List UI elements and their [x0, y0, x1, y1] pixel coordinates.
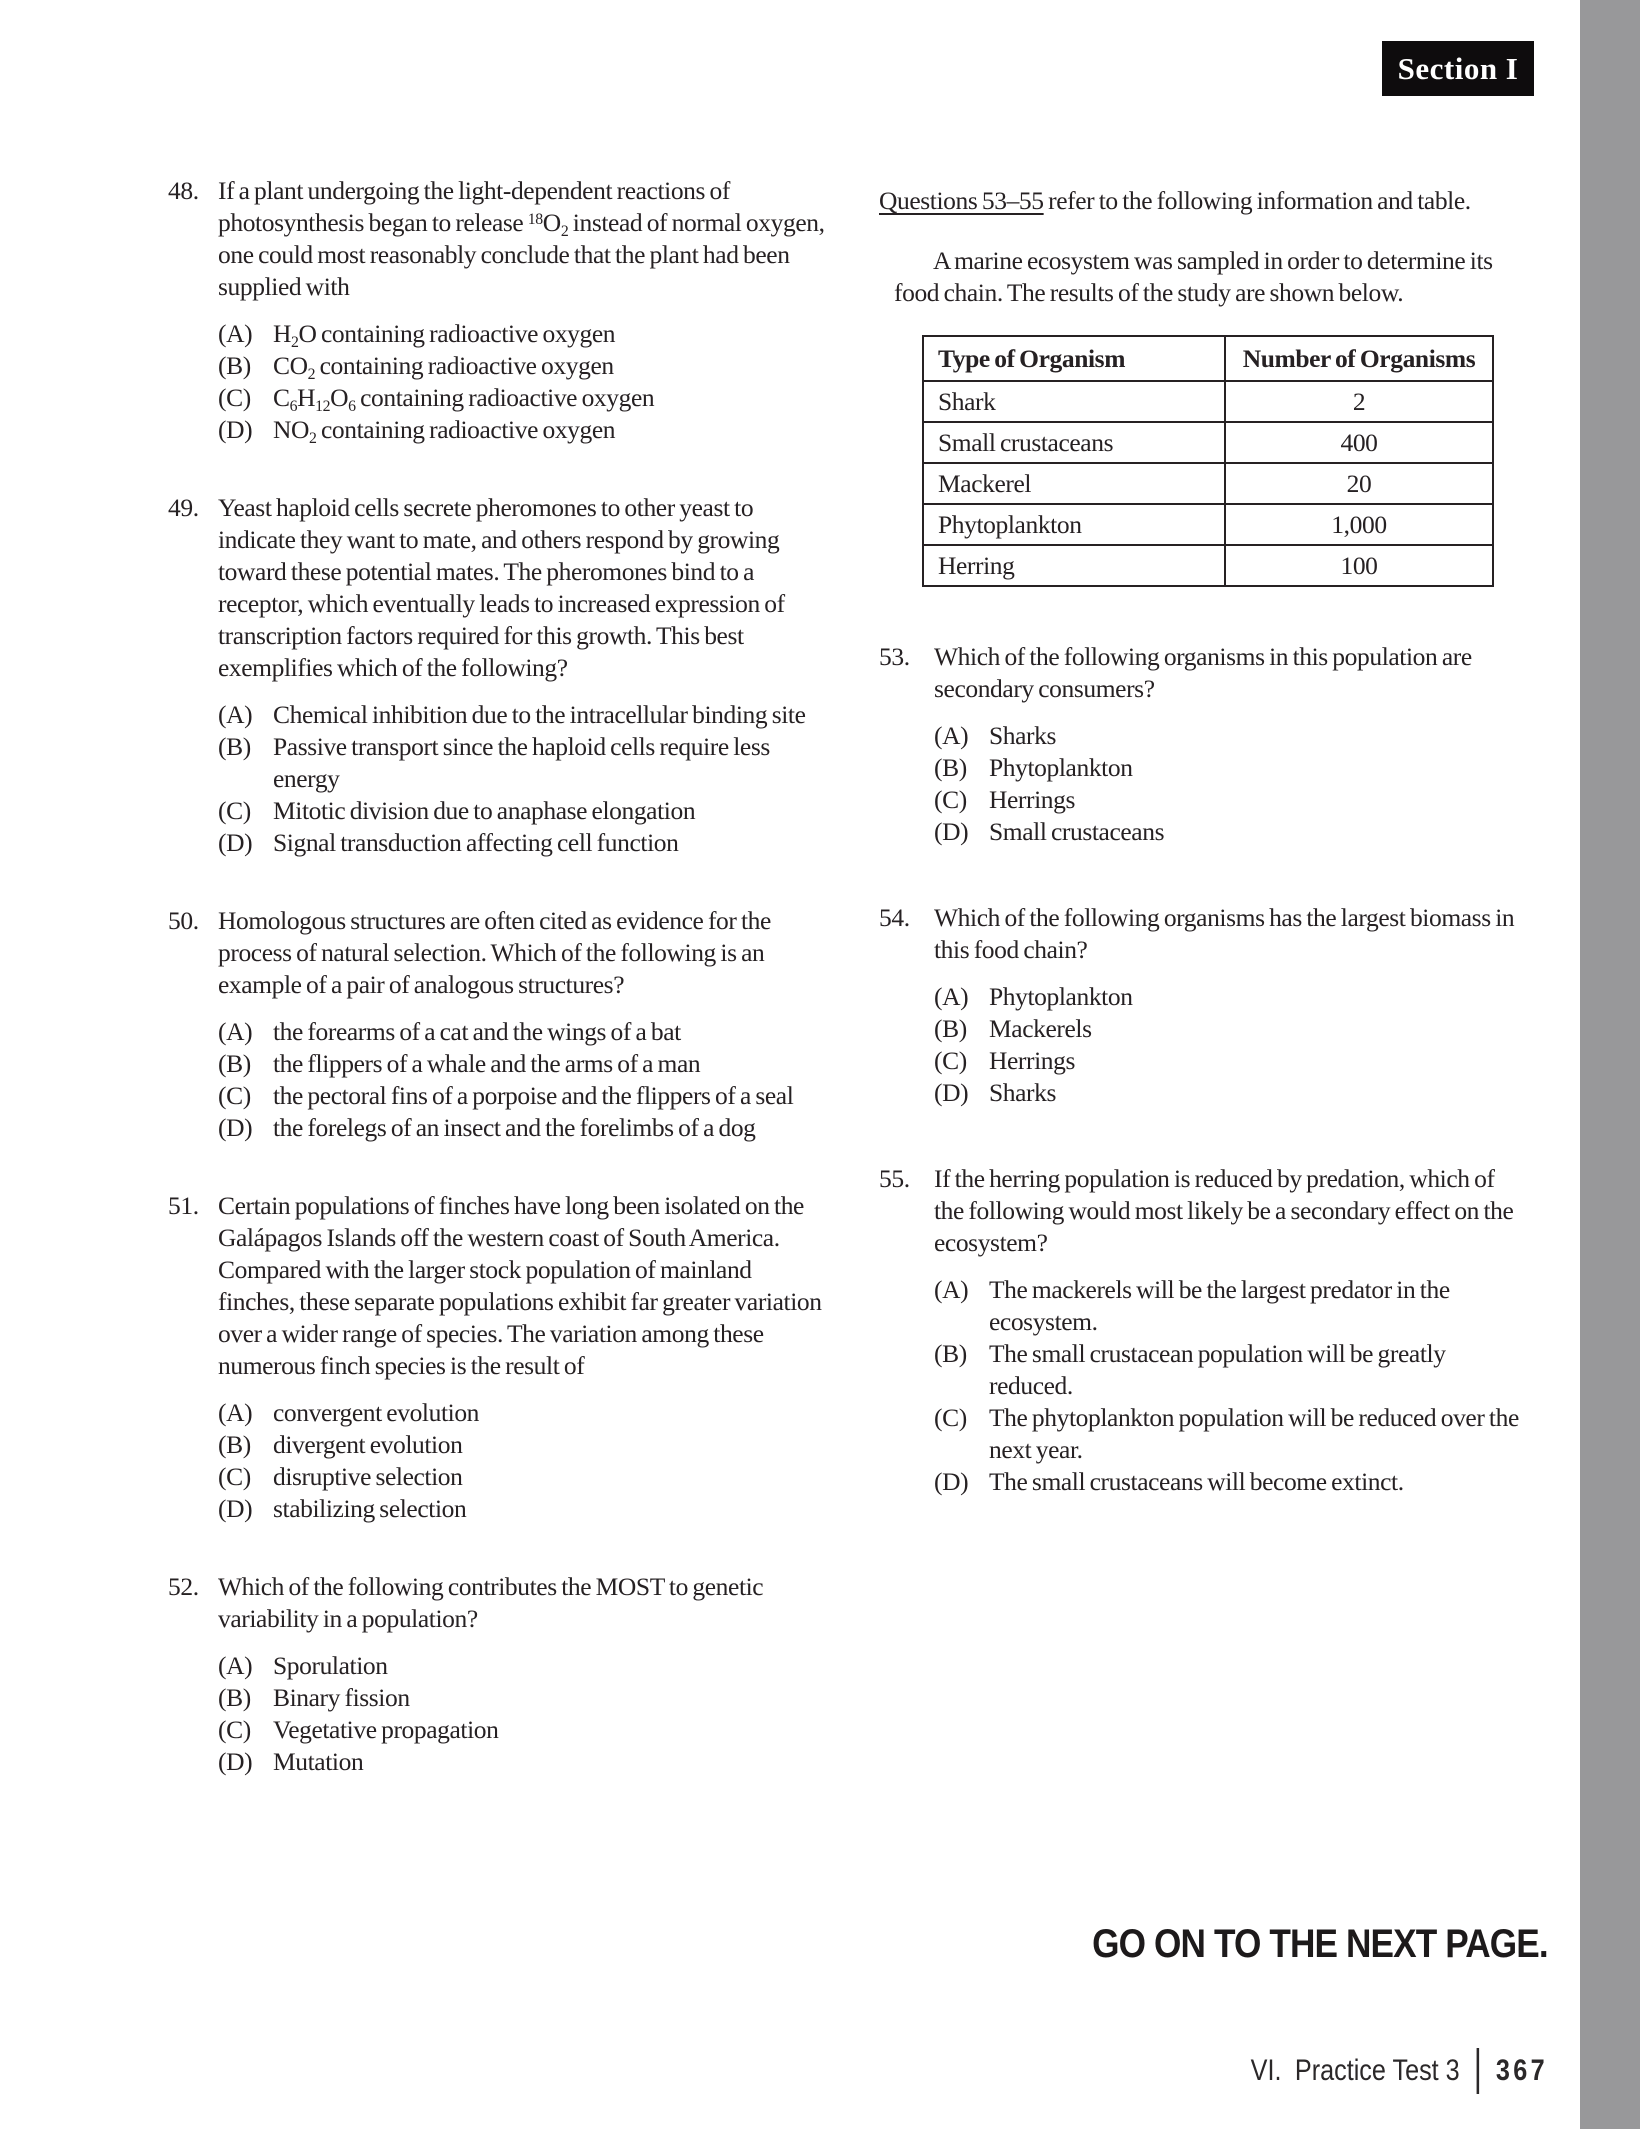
question-body [218, 905, 830, 1144]
table-header-row [923, 336, 1493, 381]
count-cell: 2 [1225, 381, 1493, 422]
answer-options [218, 1397, 830, 1525]
answer-option [218, 699, 830, 731]
question-body [934, 902, 1524, 1109]
organism-cell: Shark [923, 381, 1225, 422]
option-text: Phytoplankton [989, 753, 1133, 782]
question-number: 53. [879, 642, 910, 671]
answer-options [934, 1274, 1524, 1498]
option-text: The phytoplankton population will be reduced over the next year. [989, 1403, 1519, 1464]
answer-option [934, 1466, 1524, 1498]
question-55 [879, 1163, 1539, 1498]
option-text: Mackerels [989, 1014, 1092, 1043]
option-letter: (C) [218, 1462, 251, 1491]
intro-rest-text: refer to the following information and table. [1043, 186, 1471, 215]
answer-option [934, 784, 1524, 816]
option-text: stabilizing selection [273, 1494, 467, 1523]
question-53 [879, 641, 1539, 848]
answer-option [218, 1650, 830, 1682]
answer-option [218, 1493, 830, 1525]
page-number: 367 [1495, 2054, 1548, 2087]
option-letter: (C) [218, 1081, 251, 1110]
option-letter: (D) [218, 1747, 253, 1776]
option-text: Phytoplankton [989, 982, 1133, 1011]
option-text: Passive transport since the haploid cells require less energy [273, 732, 770, 793]
answer-option [218, 414, 830, 446]
question-number: 55. [879, 1164, 910, 1193]
organism-cell: Phytoplankton [923, 504, 1225, 545]
count-cell: 1,000 [1225, 504, 1493, 545]
option-letter: (B) [218, 351, 251, 380]
table-row [923, 381, 1493, 422]
option-text: Sharks [989, 721, 1057, 750]
option-text: divergent evolution [273, 1430, 463, 1459]
answer-option [218, 350, 830, 382]
footer-divider [1477, 2048, 1480, 2094]
organism-table [922, 335, 1494, 587]
answer-option [934, 1338, 1524, 1402]
count-cell: 400 [1225, 422, 1493, 463]
option-letter: (B) [218, 1430, 251, 1459]
option-letter: (A) [218, 700, 253, 729]
answer-option [218, 382, 830, 414]
question-body [218, 492, 830, 859]
option-letter: (C) [218, 796, 251, 825]
question-body [218, 1190, 830, 1525]
option-letter: (C) [218, 383, 251, 412]
question-number: 49. [168, 493, 199, 522]
question-body [218, 175, 830, 446]
option-letter: (A) [218, 319, 253, 348]
answer-option [218, 1080, 830, 1112]
question-51 [168, 1190, 836, 1525]
question-text: Homologous structures are often cited as evidence for the process of natural selection. Which of the following is an example of a pair of analogous structures? [218, 906, 771, 999]
organism-cell: Mackerel [923, 463, 1225, 504]
count-cell: 20 [1225, 463, 1493, 504]
left-column [168, 175, 836, 1778]
question-text: Which of the following contributes the MOST to genetic variability in a population? [218, 1572, 764, 1633]
option-text: Sharks [989, 1078, 1057, 1107]
question-49 [168, 492, 836, 859]
column-header-type: Type of Organism [923, 336, 1225, 381]
question-54 [879, 902, 1539, 1109]
question-number: 54. [879, 903, 910, 932]
option-letter: (D) [218, 1494, 253, 1523]
option-text: The small crustaceans will become extinct. [989, 1467, 1404, 1496]
answer-options [218, 1650, 830, 1778]
option-text: Vegetative propagation [273, 1715, 499, 1744]
option-letter: (D) [218, 1113, 253, 1142]
page-edge-bar [1580, 0, 1640, 2129]
question-body [934, 1163, 1524, 1498]
option-text: disruptive selection [273, 1462, 463, 1491]
question-number: 48. [168, 176, 199, 205]
table-row [923, 504, 1493, 545]
option-letter: (C) [218, 1715, 251, 1744]
answer-option [218, 318, 830, 350]
option-letter: (D) [218, 828, 253, 857]
answer-option [218, 1397, 830, 1429]
answer-options [934, 981, 1524, 1109]
count-cell: 100 [1225, 545, 1493, 586]
option-text: convergent evolution [273, 1398, 480, 1427]
answer-options [218, 318, 830, 446]
answer-options [218, 699, 830, 859]
answer-option [934, 1077, 1524, 1109]
option-text: Herrings [989, 785, 1076, 814]
answer-option [218, 1461, 830, 1493]
option-letter: (C) [934, 1046, 967, 1075]
right-column [879, 185, 1539, 1498]
footer-book-title: Practice Test 3 [1294, 2054, 1460, 2087]
organism-cell: Herring [923, 545, 1225, 586]
option-letter: (C) [934, 785, 967, 814]
column-header-number: Number of Organisms [1225, 336, 1493, 381]
table-row [923, 545, 1493, 586]
question-body [934, 641, 1524, 848]
table-row [923, 463, 1493, 504]
option-text: Chemical inhibition due to the intracellular binding site [273, 700, 806, 729]
question-52 [168, 1571, 836, 1778]
option-letter: (A) [934, 1275, 969, 1304]
option-text: The small crustacean population will be greatly reduced. [989, 1339, 1446, 1400]
answer-option [934, 752, 1524, 784]
option-text: the flippers of a whale and the arms of a man [273, 1049, 701, 1078]
option-letter: (D) [934, 1467, 969, 1496]
answer-options [934, 720, 1524, 848]
answer-option [218, 1016, 830, 1048]
option-letter: (D) [218, 415, 253, 444]
question-50 [168, 905, 836, 1144]
option-letter: (A) [934, 721, 969, 750]
option-text: The mackerels will be the largest predator in the ecosystem. [989, 1275, 1450, 1336]
answer-option [934, 720, 1524, 752]
question-text: If the herring population is reduced by predation, which of the following would most likely be a secondary effect on the ecosystem? [934, 1164, 1514, 1257]
option-text: Signal transduction affecting cell function [273, 828, 679, 857]
option-text: $CO_2$ containing radioactive oxygen [273, 351, 614, 384]
option-letter: (B) [934, 1339, 967, 1368]
option-text: Sporulation [273, 1651, 388, 1680]
page-footer [1251, 2048, 1548, 2094]
answer-option [218, 1682, 830, 1714]
question-number: 50. [168, 906, 199, 935]
option-text: Mitotic division due to anaphase elongation [273, 796, 696, 825]
question-text: If a plant undergoing the light-dependent reactions of photosynthesis began to release $^{18}O_2$ instead of normal oxygen, one could most reasonably conclude that the plant had been supplied with [218, 176, 825, 301]
answer-options [218, 1016, 830, 1144]
question-text: Which of the following organisms in this population are secondary consumers? [934, 642, 1472, 703]
answer-option [218, 795, 830, 827]
question-number: 51. [168, 1191, 199, 1220]
section-badge: Section I [1382, 41, 1534, 96]
answer-option [218, 1429, 830, 1461]
option-text: the forearms of a cat and the wings of a bat [273, 1017, 681, 1046]
question-text: Certain populations of finches have long been isolated on the Galápagos Islands off the western coast of South America. Compared with the larger stock population of mainland finches, these separate populations exhibit far greater variation over a wider range of species. The variation among these numerous finch species is the result of [218, 1191, 822, 1380]
answer-option [934, 981, 1524, 1013]
answer-option [934, 1402, 1524, 1466]
option-letter: (B) [934, 753, 967, 782]
right-questions [879, 641, 1539, 1498]
answer-option [218, 827, 830, 859]
question-text: Yeast haploid cells secrete pheromones to other yeast to indicate they want to mate, and others respond by growing toward these potential mates. The pheromones bind to a receptor, which eventually leads to increased expression of transcription factors required for this growth. This best exemplifies which of the following? [218, 493, 785, 682]
option-letter: (B) [218, 1683, 251, 1712]
answer-option [934, 1274, 1524, 1338]
answer-option [218, 1048, 830, 1080]
question-text: Which of the following organisms has the largest biomass in this food chain? [934, 903, 1515, 964]
table-intro [879, 185, 1539, 217]
option-letter: (D) [934, 1078, 969, 1107]
option-letter: (A) [218, 1398, 253, 1427]
option-letter: (C) [934, 1403, 967, 1432]
option-letter: (B) [218, 732, 251, 761]
footer-part-numeral: VI. [1250, 2054, 1282, 2087]
option-text: the forelegs of an insect and the forelimbs of a dog [273, 1113, 756, 1142]
option-text: Mutation [273, 1747, 364, 1776]
answer-option [218, 1112, 830, 1144]
questions-range-label: Questions 53–55 [879, 186, 1044, 215]
organism-cell: Small crustaceans [923, 422, 1225, 463]
question-body [218, 1571, 830, 1778]
question-48 [168, 175, 836, 446]
option-text: Small crustaceans [989, 817, 1165, 846]
option-text: $C_6H_{12}O_6$ containing radioactive oxygen [273, 383, 655, 416]
option-letter: (B) [218, 1049, 251, 1078]
answer-option [934, 816, 1524, 848]
table-description: A marine ecosystem was sampled in order to determine its food chain. The results of the study are shown below. [894, 246, 1493, 307]
option-letter: (B) [934, 1014, 967, 1043]
answer-option [218, 731, 830, 795]
option-text: Binary fission [273, 1683, 410, 1712]
option-text: $H_2O$ containing radioactive oxygen [273, 319, 616, 352]
answer-option [934, 1013, 1524, 1045]
option-text: the pectoral fins of a porpoise and the flippers of a seal [273, 1081, 794, 1110]
option-text: $NO_2$ containing radioactive oxygen [273, 415, 616, 448]
answer-option [218, 1746, 830, 1778]
option-letter: (D) [934, 817, 969, 846]
option-letter: (A) [218, 1017, 253, 1046]
option-letter: (A) [218, 1651, 253, 1680]
option-text: Herrings [989, 1046, 1076, 1075]
go-on-instruction: GO ON TO THE NEXT PAGE. [1092, 1922, 1548, 1966]
table-row [923, 422, 1493, 463]
answer-option [218, 1714, 830, 1746]
option-letter: (A) [934, 982, 969, 1011]
answer-option [934, 1045, 1524, 1077]
question-number: 52. [168, 1572, 199, 1601]
